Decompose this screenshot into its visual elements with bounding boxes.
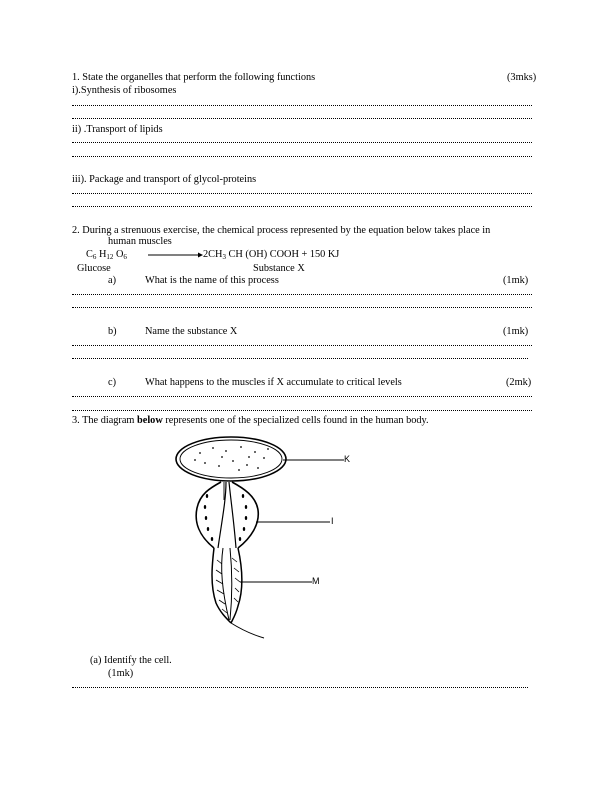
diagram-label-k: K xyxy=(344,454,351,464)
answer-line[interactable] xyxy=(72,686,528,688)
q1-part-i-label: i).Synthesis of ribosomes xyxy=(72,85,177,96)
reaction-arrow-icon xyxy=(148,253,203,258)
q2-part-c-text: What happens to the muscles if X accumulate to critical levels xyxy=(145,377,402,388)
cell-head xyxy=(176,437,286,481)
glucose-label: Glucose xyxy=(77,263,111,274)
cell-middle-piece xyxy=(196,482,258,548)
mitochondria-dots xyxy=(204,494,247,541)
q3-part-a-marks: (1mk) xyxy=(108,668,134,679)
q2-stem-line2: human muscles xyxy=(108,236,172,247)
q2-part-c-letter: c) xyxy=(108,377,116,388)
q3-stem: 3. The diagram below represents one of the specialized cells found in the human body. xyxy=(72,415,429,426)
q2-part-b-text: Name the substance X xyxy=(145,326,238,337)
q3-part-a-label: (a) Identify the cell. xyxy=(90,655,172,666)
diagram-label-m: M xyxy=(312,576,320,586)
equation-left: $C_6$ $H_{12}$ $O_6$ xyxy=(86,249,127,261)
equation-right: $2CH_3$ CH (OH) COOH + 150 KJ xyxy=(203,249,340,261)
q2-part-a-letter: a) xyxy=(108,275,116,286)
q1-marks: (3mks) xyxy=(507,72,537,83)
substance-x-label: Substance X xyxy=(253,263,305,274)
q2-part-a-text: What is the name of this process xyxy=(145,275,279,286)
q2-stem-line1: 2. During a strenuous exercise, the chemical process represented by the equation below takes place in xyxy=(72,225,491,236)
q1-part-ii-label: ii) .Transport of lipids xyxy=(72,124,163,135)
cell-tail xyxy=(212,548,264,638)
diagram-label-l: I xyxy=(331,516,334,526)
q2-part-b-letter: b) xyxy=(108,326,117,337)
q2-part-a-marks: (1mk) xyxy=(503,275,529,286)
q2-part-b-marks: (1mk) xyxy=(503,326,529,337)
q2-part-c-marks: (2mk) xyxy=(506,377,532,388)
q1-stem: 1. State the organelles that perform the following functions xyxy=(72,72,316,83)
q1-part-iii-label: iii). Package and transport of glycol-proteins xyxy=(72,174,257,185)
